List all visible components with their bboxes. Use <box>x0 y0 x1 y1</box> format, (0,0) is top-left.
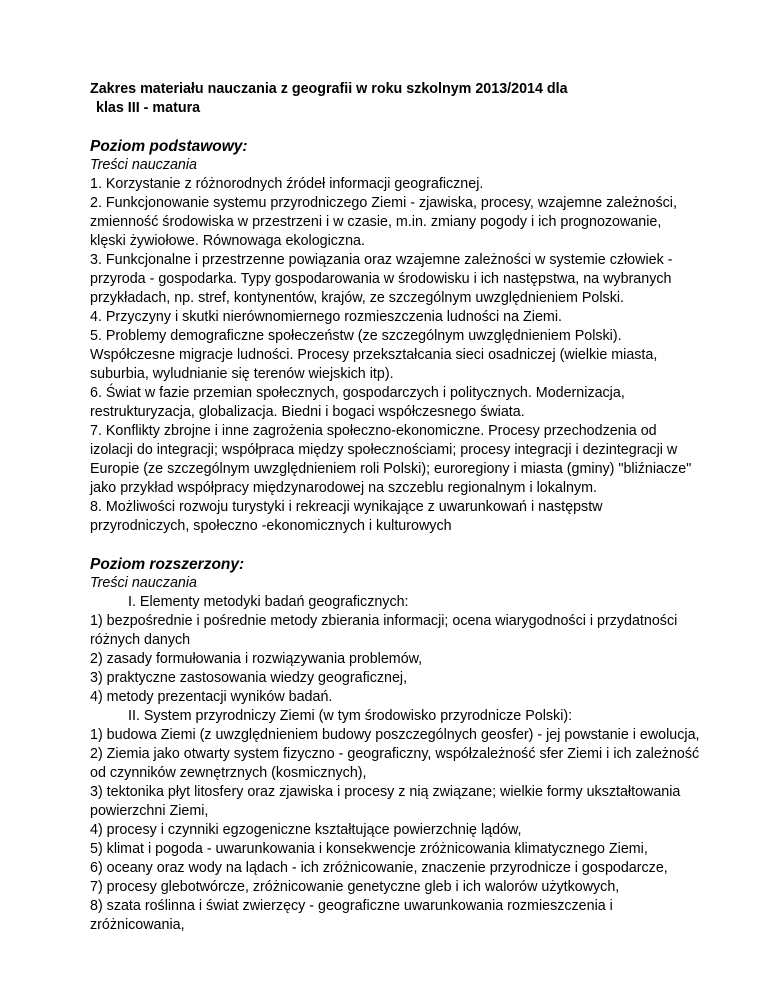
natural-system-list <box>90 726 700 935</box>
extended-level-subheading: Treści nauczania <box>90 575 198 591</box>
basic-item: 7. Konflikty zbrojne i inne zagrożenia społeczno-ekonomiczne. Procesy przechodzenia od izolacji do integracji; współpraca między społecznościami; procesy integracji i dezintegracji w Europie (ze szczególnym uwzględnieniem roli Polski); euroregiony i miasta (gminy) "bliźniacze" jako przykład współpracy międzynarodowej na szczeblu regionalnym i lokalnym. <box>90 423 692 496</box>
basic-item: 1. Korzystanie z różnorodnych źródeł informacji geograficznej. <box>90 176 484 192</box>
natural-system-section-title: II. System przyrodniczy Ziemi (w tym środowisko przyrodnicze Polski): <box>128 708 573 724</box>
methodology-item: 1) bezpośrednie i pośrednie metody zbierania informacji; ocena wiarygodności i przydatności różnych danych <box>90 613 678 648</box>
methodology-section-title: I. Elementy metodyki badań geograficznych: <box>128 594 409 610</box>
methodology-item: 4) metody prezentacji wyników badań. <box>90 689 333 705</box>
natural-system-item: 5) klimat i pogoda - uwarunkowania i konsekwencje zróżnicowania klimatycznego Ziemi, <box>90 841 648 857</box>
natural-system-item: 8) szata roślinna i świat zwierzęcy - geograficzne uwarunkowania rozmieszczenia i zróżnicowania, <box>90 898 613 933</box>
document-title <box>90 80 700 118</box>
basic-item: 8. Możliwości rozwoju turystyki i rekreacji wynikające z uwarunkowań i następstw przyrodniczych, społeczno -ekonomicznych i kulturowych <box>90 499 603 534</box>
natural-system-item: 7) procesy glebotwórcze, zróżnicowanie genetyczne gleb i ich walorów użytkowych, <box>90 879 620 895</box>
title-line-1: Zakres materiału nauczania z geografii w roku szkolnym 2013/2014 dla <box>90 81 568 97</box>
basic-item: 4. Przyczyny i skutki nierównomiernego rozmieszczenia ludności na Ziemi. <box>90 309 562 325</box>
basic-level-subheading: Treści nauczania <box>90 157 198 173</box>
natural-system-item: 6) oceany oraz wody na lądach - ich zróżnicowanie, znaczenie przyrodnicze i gospodarcze, <box>90 860 668 876</box>
spacer <box>90 118 700 137</box>
natural-system-item: 3) tektonika płyt litosfery oraz zjawiska i procesy z nią związane; wielkie formy ukształtowania powierzchni Ziemi, <box>90 784 681 819</box>
basic-level-heading: Poziom podstawowy: <box>90 138 248 155</box>
basic-item: 5. Problemy demograficzne społeczeństw (ze szczególnym uwzględnieniem Polski). Współczesne migracje ludności. Procesy przekształcania sieci osadniczej (wielkie miasta, suburbia, wyludnianie się terenów wiejskich itp). <box>90 328 658 382</box>
document-body <box>90 80 700 935</box>
extended-level-section <box>90 555 700 935</box>
basic-level-section <box>90 137 700 536</box>
natural-system-item: 1) budowa Ziemi (z uwzględnieniem budowy poszczególnych geosfer) - jej powstanie i ewolucja, <box>90 727 700 743</box>
natural-system-item: 2) Ziemia jako otwarty system fizyczno - geograficzny, współzależność sfer Ziemi i ich zależność od czynników zewnętrznych (kosmicznych), <box>90 746 700 781</box>
basic-level-list <box>90 175 700 536</box>
methodology-item: 2) zasady formułowania i rozwiązywania problemów, <box>90 651 423 667</box>
extended-level-heading: Poziom rozszerzony: <box>90 556 245 573</box>
natural-system-item: 4) procesy i czynniki egzogeniczne kształtujące powierzchnię lądów, <box>90 822 522 838</box>
spacer <box>90 536 700 555</box>
methodology-item: 3) praktyczne zastosowania wiedzy geograficznej, <box>90 670 408 686</box>
basic-item: 3. Funkcjonalne i przestrzenne powiązania oraz wzajemne zależności w systemie człowiek - przyroda - gospodarka. Typy gospodarowania w środowisku i ich następstwa, na wybranych przykładach, np. stref, kontynentów, krajów, ze szczególnym uwzględnieniem Polski. <box>90 252 673 306</box>
basic-item: 6. Świat w fazie przemian społecznych, gospodarczych i politycznych. Modernizacja, restrukturyzacja, globalizacja. Biedni i bogaci współczesnego świata. <box>90 385 625 420</box>
title-line-2: klas III - matura <box>96 100 201 116</box>
basic-item: 2. Funkcjonowanie systemu przyrodniczego Ziemi - zjawiska, procesy, wzajemne zależności, zmienność środowiska w przestrzeni i w czasie, m.in. zmiany pogody i ich prognozowanie, klęski żywiołowe. Równowaga ekologiczna. <box>90 195 677 249</box>
methodology-list <box>90 612 700 707</box>
